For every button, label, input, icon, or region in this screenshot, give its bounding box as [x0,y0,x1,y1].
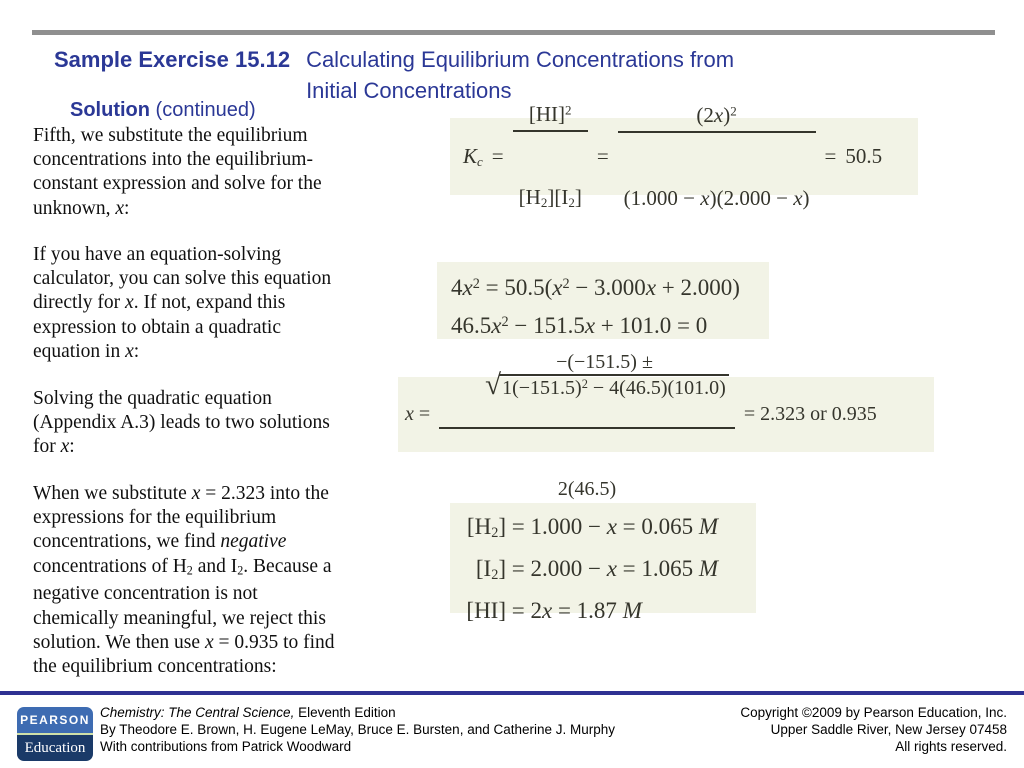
expansion-line-1: $4x^2 = 50.5(x^2 - 3.000x + 2.000)$ [451,275,740,301]
copyright-line-3: All rights reserved. [895,739,1007,755]
formula-lhs: x = [405,403,431,425]
equals-sign: = [491,144,504,168]
paragraph-reject-negative: When we substitute x = 2.323 into the expressions for the equilibrium concentrations, we find negative concentrations of H2 and I2. Because a negative concentration is not chemically meaningful, we reject this solution. We then use x = 0.935 to find the equilibrium concentrations: [33,483,335,678]
concentration-line-hi [450,593,756,628]
fraction-2x-squared [618,53,816,261]
book-contributors-line: With contributions from Patrick Woodward [100,739,352,755]
kc-symbol: Kc [463,143,483,169]
exercise-title: Calculating Equilibrium Concentrations from Initial Concentrations [306,47,735,103]
species-label: [I2] [475,556,506,584]
pearson-education-logo [17,707,93,761]
equation-equilibrium-concentrations [450,503,756,624]
denominator: [H2][I2] [518,185,582,210]
fraction-hi-over-h2i2 [513,52,588,261]
formula-result: = 2.323 or 0.935 [743,403,877,425]
species-value: = 2.000 − x = 1.065 M [506,556,719,582]
copyright-line-2: Upper Saddle River, New Jersey 07458 [770,722,1007,738]
species-label: [H2] [466,514,506,542]
equation-kc-expression [450,102,918,210]
book-credit [100,704,615,756]
species-value: = 1.000 − x = 0.065 M [506,514,719,539]
book-authors-line: By Theodore E. Brown, H. Eugene LeMay, Bruce E. Bursten, and Catherine J. Murphy [100,722,616,738]
denominator: (1.000 − x)(2.000 − x) [623,185,810,210]
logo-education-text: Education [17,735,93,761]
numerator-prefix: −(−151.5) ± [556,351,658,373]
top-divider [32,30,995,35]
equation-quadratic-formula [398,351,934,500]
radicand: $1(-151.5)^2 - 4(46.5)(101.0)$ [499,374,729,400]
paragraph-quadratic-solutions: Solving the quadratic equation (Appendix A.3) leads to two solutions for x: [33,388,330,458]
species-value: = 2x = 1.87 M [506,598,642,624]
footer-divider [0,691,1024,695]
exercise-number-label: Sample Exercise 15.12 [54,47,291,72]
numerator [439,328,735,429]
numerator: $(2x)^2$ [618,103,816,133]
kc-value: 50.5 [845,144,883,168]
denominator: 2(46.5) [557,478,617,500]
paragraph-equation-solving: If you have an equation-solving calculator, you can solve this equation directly for x. If not, expand this expression to obtain a quadratic equation in x: [33,244,332,362]
solution-heading: Solution (continued) [70,99,256,121]
copyright-line-1: Copyright ©2009 by Pearson Education, Inc. [740,705,1007,720]
radical-icon: √ [485,368,502,401]
expansion-line-2: $46.5x^2 - 151.5x + 101.0 = 0$ [451,313,708,339]
square-root [485,368,729,401]
concentration-line-i2 [450,551,756,593]
paragraph-substitute-expression: Fifth, we substitute the equilibrium concentrations into the equilibrium- constant expression and solve for the unknown, x: [33,125,322,219]
equals-sign: = [824,144,837,168]
equals-sign: = [596,144,609,168]
numerator: [HI]$^2$ [513,102,588,132]
species-label: [HI] [466,598,506,624]
copyright-notice [740,704,1007,756]
logo-pearson-text: PEARSON [17,707,93,733]
book-title-line: Chemistry: The Central Science, Eleventh Edition [100,705,396,720]
concentration-line-h2 [450,509,756,551]
